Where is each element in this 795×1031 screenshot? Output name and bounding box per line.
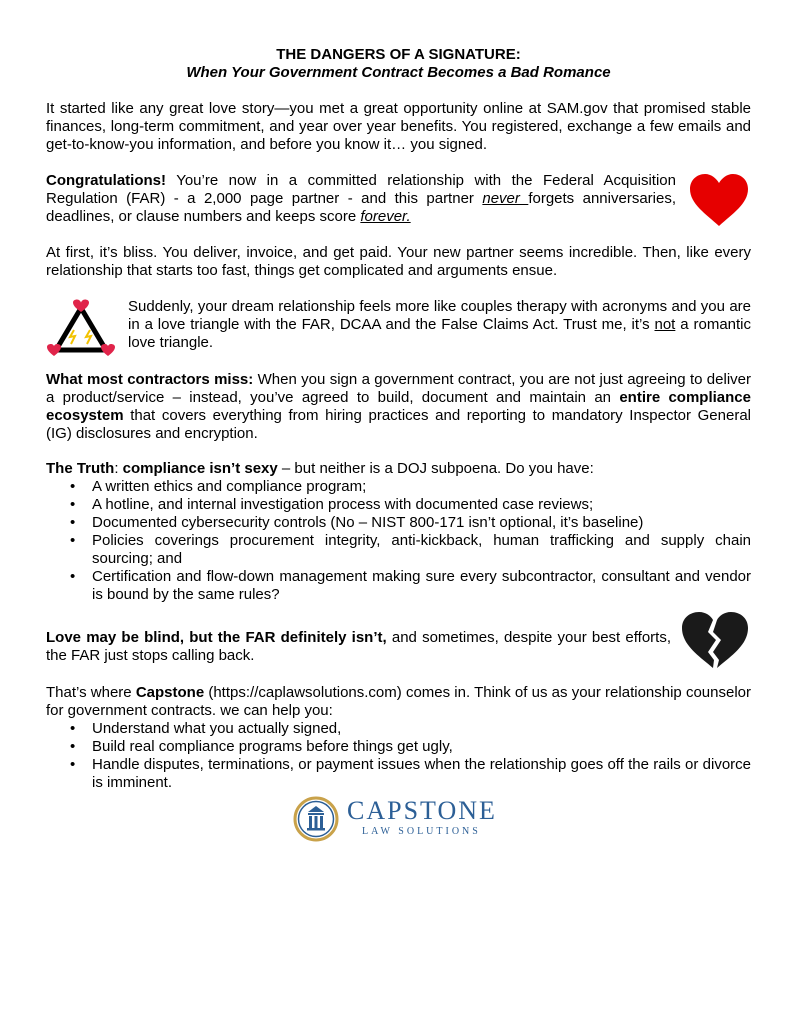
heart-icon [688, 172, 750, 228]
list-item: • Build real compliance programs before things get ugly, [46, 738, 751, 756]
list-item: • Handle disputes, terminations, or payment issues when the relationship goes off the rails or divorce is imminent. [46, 756, 751, 792]
miss-paragraph [46, 371, 751, 443]
truth-section [46, 460, 751, 604]
congrats-lead: Congratulations! [46, 172, 166, 189]
triangle-not: not [654, 316, 676, 333]
capstone-text-2: (https://caplawsolutions.com) comes in. Think of us as your relationship counselor for government contracts. we can help you: [46, 684, 751, 719]
blind-paragraph [46, 629, 671, 665]
capstone-text-1: That’s where [46, 684, 136, 701]
love-triangle-icon [46, 298, 116, 360]
truth-colon: : [114, 460, 123, 477]
miss-bold: entire compliance ecosystem [46, 389, 751, 424]
miss-lead: What most contractors miss: [46, 371, 254, 388]
title-line-2: When Your Government Contract Becomes a Bad Romance [186, 64, 611, 81]
bliss-paragraph: At first, it’s bliss. You deliver, invoice, and get paid. Your new partner seems incredible. Then, like every relationship that starts too fast, things get complicated and arguments ensue. [46, 244, 751, 279]
list-item: • A written ethics and compliance program; [46, 478, 751, 496]
truth-checklist [46, 478, 751, 604]
logo-brand-text: CAPSTONE [347, 796, 497, 825]
miss-text-1: When you sign a government contract, you are not just agreeing to deliver a product/service – instead, you’ve agreed to build, document and maintain an [46, 371, 751, 406]
intro-paragraph: It started like any great love story—you met a great opportunity online at SAM.gov that promised stable finances, long-term commitment, and year over year benefits. You registered, exchange a few emails and get-to-know-you information, and before you know it… you signed. [46, 100, 751, 153]
broken-heart-icon [680, 610, 750, 670]
capstone-section [46, 684, 751, 792]
blind-text: and sometimes, despite your best efforts, the FAR just stops calling back. [46, 629, 671, 664]
truth-text: – but neither is a DOJ subpoena. Do you have: [277, 460, 594, 477]
congrats-text-1: You’re now in a committed relationship with the Federal Acquisition Regulation (FAR) - a 2,000 page partner - and this partner [46, 172, 676, 207]
triangle-text-1: Suddenly, your dream relationship feels more like couples therapy with acronyms and you are in a love triangle with the FAR, DCAA and the False Claims Act. Trust me, it’s [128, 298, 751, 333]
document-title [46, 46, 751, 82]
list-item: • Documented cybersecurity controls (No – NIST 800-171 isn’t optional, it’s baseline) [46, 514, 751, 532]
list-item: • A hotline, and internal investigation process with documented case reviews; [46, 496, 751, 514]
capstone-seal-icon [293, 796, 339, 842]
congrats-text-2: forgets anniversaries, deadlines, or clause numbers and keeps score [46, 190, 676, 225]
triangle-paragraph [128, 298, 751, 352]
truth-intro [46, 460, 751, 478]
congrats-forever: forever. [360, 208, 411, 225]
miss-text-2: that covers everything from hiring practices and reporting to mandatory Inspector General (IG) disclosures and encryption. [46, 407, 751, 442]
congrats-never: never [482, 190, 529, 207]
truth-lead: The Truth [46, 460, 115, 477]
capstone-bold: Capstone [135, 684, 205, 701]
congrats-paragraph [46, 172, 676, 226]
blind-lead: Love may be blind, but the FAR definitely isn’t, [46, 629, 387, 646]
capstone-logo [293, 796, 497, 842]
capstone-list [46, 720, 751, 792]
logo-subtitle-text: LAW SOLUTIONS [362, 826, 481, 837]
list-item: • Understand what you actually signed, [46, 720, 751, 738]
list-item: • Certification and flow-down management making sure every subcontractor, consultant and vendor is bound by the same rules? [46, 568, 751, 604]
triangle-text-2: a romantic love triangle. [128, 316, 751, 351]
truth-bold: compliance isn’t sexy [122, 460, 278, 477]
capstone-intro [46, 684, 751, 720]
list-item: • Policies coverings procurement integrity, anti-kickback, human trafficking and supply chain sourcing; and [46, 532, 751, 568]
title-line-1: THE DANGERS OF A SIGNATURE: [276, 46, 521, 63]
